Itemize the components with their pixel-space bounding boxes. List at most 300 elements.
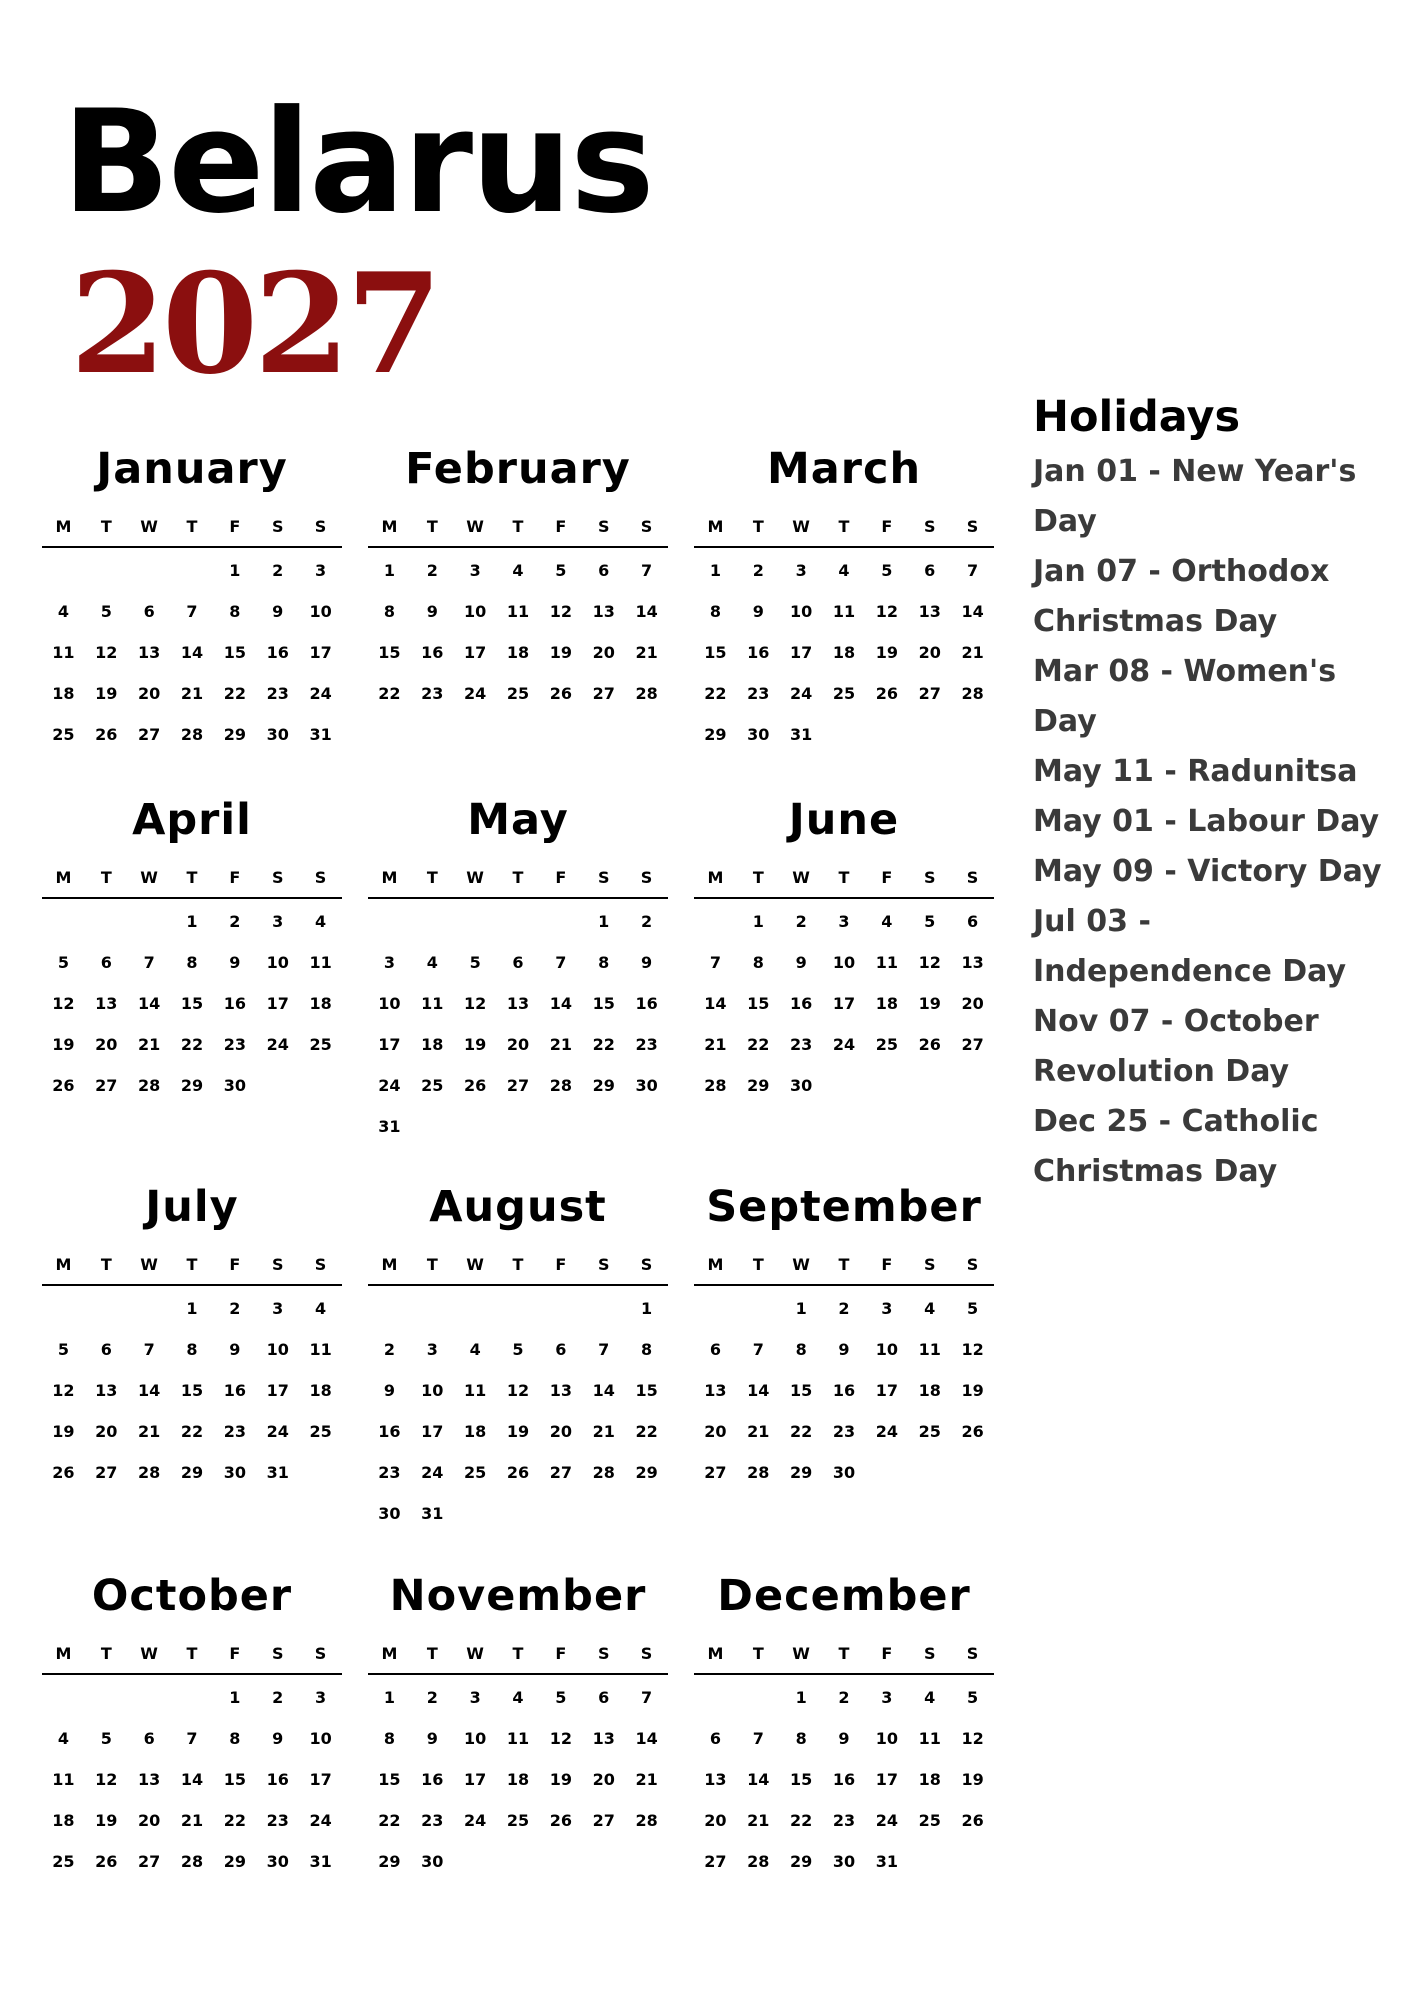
day-cell: 31: [266, 1463, 289, 1482]
day-cell: 25: [506, 684, 530, 703]
day-cell: 5: [100, 602, 112, 621]
day-cell: 4: [315, 1299, 327, 1318]
day-cell: 31: [309, 725, 332, 744]
day-cell: 28: [961, 684, 984, 703]
month-september: [694, 1182, 994, 1493]
day-cell: 17: [464, 1770, 487, 1789]
day-cell: 19: [506, 1422, 530, 1441]
days-grid: [368, 1286, 668, 1534]
month-april: [42, 795, 342, 1106]
day-blank: [42, 1677, 85, 1718]
weekday-label: F: [881, 1643, 893, 1663]
day-cell: 15: [790, 1381, 813, 1400]
country-title: Belarus: [62, 80, 653, 245]
month-name: February: [405, 444, 631, 494]
day-cell: 29: [790, 1463, 813, 1482]
day-cell: 4: [469, 1340, 481, 1359]
day-cell: 18: [832, 643, 856, 662]
day-cell: 18: [309, 994, 332, 1013]
day-cell: 19: [918, 994, 941, 1013]
day-cell: 1: [598, 912, 610, 931]
day-cell: 5: [555, 1688, 567, 1707]
day-blank: [42, 901, 85, 942]
day-cell: 10: [309, 602, 332, 621]
weekday-label: S: [314, 1254, 327, 1274]
day-cell: 14: [592, 1381, 615, 1400]
day-cell: 7: [641, 1688, 653, 1707]
day-cell: 6: [512, 953, 524, 972]
day-cell: 25: [421, 1076, 444, 1095]
day-cell: 18: [506, 643, 530, 662]
weekday-label: T: [752, 1643, 764, 1663]
weekday-label: T: [426, 867, 438, 887]
day-cell: 24: [832, 1035, 856, 1054]
weekday-label: T: [186, 1643, 198, 1663]
day-cell: 12: [464, 994, 487, 1013]
day-cell: 12: [961, 1340, 984, 1359]
day-cell: 7: [598, 1340, 610, 1359]
weekday-label: S: [966, 867, 979, 887]
day-cell: 11: [506, 602, 530, 621]
day-cell: 5: [469, 953, 481, 972]
weekday-label: F: [229, 867, 241, 887]
days-grid: [368, 548, 668, 714]
month-march: [694, 444, 994, 755]
day-blank: [128, 1677, 171, 1718]
day-cell: 2: [272, 1688, 284, 1707]
day-cell: 30: [266, 1852, 289, 1871]
day-cell: 4: [924, 1688, 936, 1707]
day-blank: [42, 1288, 85, 1329]
day-cell: 23: [635, 1035, 658, 1054]
day-cell: 18: [464, 1422, 487, 1441]
day-cell: 18: [918, 1381, 941, 1400]
day-cell: 9: [838, 1729, 850, 1748]
month-name: April: [132, 795, 252, 845]
day-cell: 20: [138, 684, 161, 703]
weekday-label: S: [597, 1643, 610, 1663]
day-cell: 12: [549, 1729, 572, 1748]
day-cell: 3: [838, 912, 850, 931]
day-cell: 13: [506, 994, 530, 1013]
weekday-label: T: [752, 1254, 764, 1274]
day-cell: 3: [383, 953, 395, 972]
day-cell: 27: [592, 684, 615, 703]
day-blank: [128, 550, 171, 591]
day-cell: 5: [924, 912, 936, 931]
weekday-label: M: [55, 1643, 72, 1663]
day-cell: 16: [832, 1381, 856, 1400]
day-cell: 23: [223, 1422, 246, 1441]
day-cell: 27: [961, 1035, 984, 1054]
weekday-label: M: [707, 1643, 724, 1663]
weekday-label: S: [314, 516, 327, 536]
day-cell: 5: [57, 1340, 69, 1359]
day-cell: 8: [795, 1340, 807, 1359]
day-cell: 4: [924, 1299, 936, 1318]
day-cell: 15: [223, 643, 246, 662]
weekday-label: S: [640, 867, 653, 887]
day-cell: 27: [95, 1463, 118, 1482]
day-cell: 16: [266, 1770, 289, 1789]
day-cell: 9: [229, 953, 241, 972]
day-cell: 26: [52, 1463, 75, 1482]
day-cell: 1: [186, 1299, 198, 1318]
day-cell: 23: [747, 684, 770, 703]
day-cell: 23: [266, 684, 289, 703]
day-cell: 17: [832, 994, 856, 1013]
day-blank: [694, 1288, 737, 1329]
day-cell: 16: [421, 643, 444, 662]
day-cell: 25: [52, 1852, 75, 1871]
day-cell: 26: [52, 1076, 75, 1095]
day-cell: 4: [57, 602, 69, 621]
weekday-label: M: [707, 867, 724, 887]
day-cell: 4: [881, 912, 893, 931]
day-cell: 22: [378, 684, 401, 703]
day-cell: 26: [95, 1852, 118, 1871]
weekday-label: W: [466, 516, 484, 536]
weekday-label: W: [792, 867, 810, 887]
day-cell: 21: [549, 1035, 572, 1054]
day-cell: 8: [752, 953, 764, 972]
day-cell: 11: [421, 994, 444, 1013]
day-cell: 26: [961, 1422, 984, 1441]
day-cell: 3: [469, 1688, 481, 1707]
day-cell: 21: [138, 1035, 161, 1054]
day-cell: 20: [95, 1422, 118, 1441]
day-cell: 24: [266, 1035, 289, 1054]
day-cell: 2: [838, 1299, 850, 1318]
day-cell: 1: [229, 1688, 241, 1707]
day-cell: 21: [635, 1770, 658, 1789]
weekday-label: T: [426, 516, 438, 536]
holiday-item: May 11 - Radunitsa: [1033, 754, 1358, 789]
day-cell: 30: [635, 1076, 658, 1095]
weekday-header: [368, 1633, 668, 1675]
day-blank: [85, 1677, 128, 1718]
weekday-label: S: [271, 1254, 284, 1274]
weekday-label: T: [838, 516, 850, 536]
day-cell: 1: [186, 912, 198, 931]
day-cell: 12: [961, 1729, 984, 1748]
day-cell: 22: [223, 1811, 246, 1830]
day-cell: 24: [309, 1811, 332, 1830]
day-cell: 16: [790, 994, 813, 1013]
day-cell: 28: [635, 1811, 658, 1830]
day-cell: 30: [832, 1463, 856, 1482]
day-cell: 17: [790, 643, 813, 662]
day-cell: 25: [918, 1811, 941, 1830]
day-cell: 18: [506, 1770, 530, 1789]
day-cell: 31: [790, 725, 813, 744]
weekday-label: T: [752, 867, 764, 887]
day-cell: 26: [95, 725, 118, 744]
month-august: [368, 1182, 668, 1534]
weekday-label: S: [271, 516, 284, 536]
day-cell: 8: [383, 1729, 395, 1748]
weekday-label: W: [466, 1254, 484, 1274]
day-cell: 4: [426, 953, 438, 972]
day-cell: 29: [180, 1463, 204, 1482]
day-cell: 25: [918, 1422, 941, 1441]
day-blank: [368, 1288, 411, 1329]
day-cell: 13: [95, 994, 118, 1013]
day-cell: 19: [95, 1811, 118, 1830]
day-cell: 25: [875, 1035, 898, 1054]
day-cell: 26: [549, 1811, 572, 1830]
day-cell: 6: [598, 561, 610, 580]
day-cell: 9: [752, 602, 764, 621]
weekday-label: S: [923, 1254, 936, 1274]
month-name: July: [145, 1182, 239, 1232]
day-cell: 7: [555, 953, 567, 972]
weekday-label: M: [55, 1254, 72, 1274]
day-cell: 23: [832, 1811, 856, 1830]
weekday-label: M: [381, 516, 398, 536]
day-cell: 3: [881, 1299, 893, 1318]
day-cell: 29: [635, 1463, 658, 1482]
day-cell: 2: [838, 1688, 850, 1707]
day-blank: [411, 1288, 454, 1329]
day-cell: 10: [832, 953, 856, 972]
month-february: [368, 444, 668, 714]
day-cell: 29: [704, 725, 727, 744]
day-cell: 5: [881, 561, 893, 580]
day-cell: 9: [426, 1729, 438, 1748]
weekday-label: S: [597, 867, 610, 887]
day-cell: 17: [875, 1770, 898, 1789]
days-grid: [42, 1286, 342, 1493]
day-cell: 6: [709, 1729, 721, 1748]
day-blank: [85, 901, 128, 942]
day-cell: 6: [100, 1340, 112, 1359]
day-cell: 1: [795, 1688, 807, 1707]
day-cell: 20: [506, 1035, 530, 1054]
day-cell: 21: [180, 1811, 204, 1830]
day-cell: 11: [52, 1770, 75, 1789]
holiday-item: Jan 01 - New Year's Day: [1033, 454, 1357, 539]
day-cell: 4: [512, 1688, 524, 1707]
day-cell: 16: [223, 994, 246, 1013]
day-cell: 3: [315, 561, 327, 580]
weekday-header: [42, 506, 342, 548]
month-june: [694, 795, 994, 1106]
day-cell: 20: [961, 994, 984, 1013]
day-cell: 11: [506, 1729, 530, 1748]
weekday-label: W: [792, 1643, 810, 1663]
day-cell: 20: [95, 1035, 118, 1054]
day-cell: 5: [512, 1340, 524, 1359]
day-cell: 29: [378, 1852, 401, 1871]
day-cell: 20: [704, 1422, 727, 1441]
day-cell: 15: [635, 1381, 658, 1400]
day-cell: 23: [266, 1811, 289, 1830]
month-december: [694, 1571, 994, 1882]
day-cell: 30: [223, 1076, 246, 1095]
weekday-label: T: [186, 1254, 198, 1274]
day-cell: 2: [426, 561, 438, 580]
day-cell: 6: [924, 561, 936, 580]
day-cell: 3: [315, 1688, 327, 1707]
month-name: October: [91, 1571, 293, 1621]
day-cell: 1: [795, 1299, 807, 1318]
day-cell: 17: [464, 643, 487, 662]
day-cell: 18: [421, 1035, 444, 1054]
weekday-header: [694, 1633, 994, 1675]
day-cell: 29: [223, 725, 246, 744]
day-cell: 12: [918, 953, 941, 972]
day-cell: 6: [100, 953, 112, 972]
day-cell: 11: [309, 1340, 332, 1359]
weekday-label: F: [881, 867, 893, 887]
day-cell: 24: [378, 1076, 401, 1095]
day-cell: 25: [832, 684, 856, 703]
day-cell: 2: [426, 1688, 438, 1707]
day-blank: [737, 1677, 780, 1718]
day-cell: 8: [795, 1729, 807, 1748]
holiday-item: Jul 03 - Independence Day: [1033, 904, 1347, 989]
day-cell: 24: [790, 684, 813, 703]
month-name: June: [788, 795, 900, 845]
day-cell: 30: [378, 1504, 401, 1523]
day-cell: 13: [918, 602, 941, 621]
day-cell: 9: [795, 953, 807, 972]
days-grid: [694, 548, 994, 755]
day-cell: 14: [138, 1381, 161, 1400]
day-cell: 24: [464, 684, 487, 703]
day-cell: 10: [464, 602, 487, 621]
day-blank: [171, 1677, 214, 1718]
weekday-label: S: [597, 1254, 610, 1274]
weekday-label: S: [966, 1643, 979, 1663]
day-cell: 2: [229, 1299, 241, 1318]
day-cell: 28: [180, 1852, 204, 1871]
day-cell: 7: [752, 1340, 764, 1359]
day-cell: 3: [272, 912, 284, 931]
day-cell: 12: [549, 602, 572, 621]
weekday-label: T: [186, 516, 198, 536]
day-cell: 30: [790, 1076, 813, 1095]
weekday-label: T: [426, 1643, 438, 1663]
weekday-label: S: [597, 516, 610, 536]
day-cell: 8: [641, 1340, 653, 1359]
day-cell: 5: [555, 561, 567, 580]
days-grid: [368, 899, 668, 1147]
day-cell: 29: [747, 1076, 770, 1095]
weekday-label: T: [100, 867, 112, 887]
day-cell: 4: [57, 1729, 69, 1748]
day-cell: 10: [790, 602, 813, 621]
day-cell: 22: [223, 684, 246, 703]
day-cell: 14: [704, 994, 727, 1013]
day-cell: 12: [52, 994, 75, 1013]
month-november: [368, 1571, 668, 1882]
day-cell: 27: [506, 1076, 530, 1095]
day-cell: 28: [592, 1463, 615, 1482]
day-cell: 19: [52, 1035, 75, 1054]
day-cell: 16: [223, 1381, 246, 1400]
day-cell: 4: [838, 561, 850, 580]
day-cell: 26: [918, 1035, 941, 1054]
day-cell: 10: [875, 1340, 898, 1359]
day-cell: 19: [52, 1422, 75, 1441]
day-cell: 7: [641, 561, 653, 580]
day-cell: 19: [95, 684, 118, 703]
weekday-label: S: [640, 1643, 653, 1663]
day-cell: 10: [309, 1729, 332, 1748]
day-cell: 8: [186, 1340, 198, 1359]
day-cell: 11: [309, 953, 332, 972]
day-cell: 8: [383, 602, 395, 621]
day-cell: 31: [309, 1852, 332, 1871]
weekday-label: T: [100, 1254, 112, 1274]
day-cell: 29: [592, 1076, 615, 1095]
day-cell: 22: [790, 1811, 813, 1830]
day-cell: 13: [704, 1381, 727, 1400]
day-cell: 25: [464, 1463, 487, 1482]
day-cell: 14: [961, 602, 984, 621]
day-cell: 9: [229, 1340, 241, 1359]
weekday-label: W: [140, 1643, 158, 1663]
day-cell: 15: [378, 1770, 401, 1789]
weekday-label: T: [100, 1643, 112, 1663]
weekday-label: S: [271, 1643, 284, 1663]
weekday-header: [42, 857, 342, 899]
day-cell: 20: [704, 1811, 727, 1830]
day-cell: 28: [747, 1852, 770, 1871]
day-blank: [454, 901, 497, 942]
day-cell: 22: [704, 684, 727, 703]
day-cell: 24: [875, 1422, 898, 1441]
day-blank: [694, 1677, 737, 1718]
day-cell: 10: [464, 1729, 487, 1748]
day-cell: 17: [421, 1422, 444, 1441]
day-cell: 23: [832, 1422, 856, 1441]
day-cell: 16: [266, 643, 289, 662]
day-cell: 27: [704, 1852, 727, 1871]
weekday-label: M: [55, 867, 72, 887]
holiday-item: Dec 25 - Catholic Christmas Day: [1033, 1104, 1319, 1189]
day-cell: 4: [315, 912, 327, 931]
day-cell: 28: [549, 1076, 572, 1095]
day-blank: [497, 901, 540, 942]
day-cell: 27: [95, 1076, 118, 1095]
month-name: May: [467, 795, 569, 845]
weekday-label: F: [881, 1254, 893, 1274]
day-cell: 3: [469, 561, 481, 580]
day-cell: 11: [918, 1729, 941, 1748]
day-cell: 18: [52, 1811, 75, 1830]
day-cell: 12: [875, 602, 898, 621]
day-cell: 22: [790, 1422, 813, 1441]
weekday-label: M: [381, 867, 398, 887]
days-grid: [368, 1675, 668, 1882]
day-cell: 22: [180, 1035, 204, 1054]
weekday-label: W: [140, 867, 158, 887]
day-cell: 18: [875, 994, 898, 1013]
month-name: August: [429, 1182, 607, 1232]
day-cell: 11: [918, 1340, 941, 1359]
day-cell: 26: [464, 1076, 487, 1095]
days-grid: [42, 548, 342, 755]
weekday-header: [42, 1244, 342, 1286]
weekday-label: T: [512, 867, 524, 887]
day-cell: 30: [223, 1463, 246, 1482]
days-grid: [694, 1286, 994, 1493]
day-cell: 8: [186, 953, 198, 972]
day-cell: 12: [95, 1770, 118, 1789]
